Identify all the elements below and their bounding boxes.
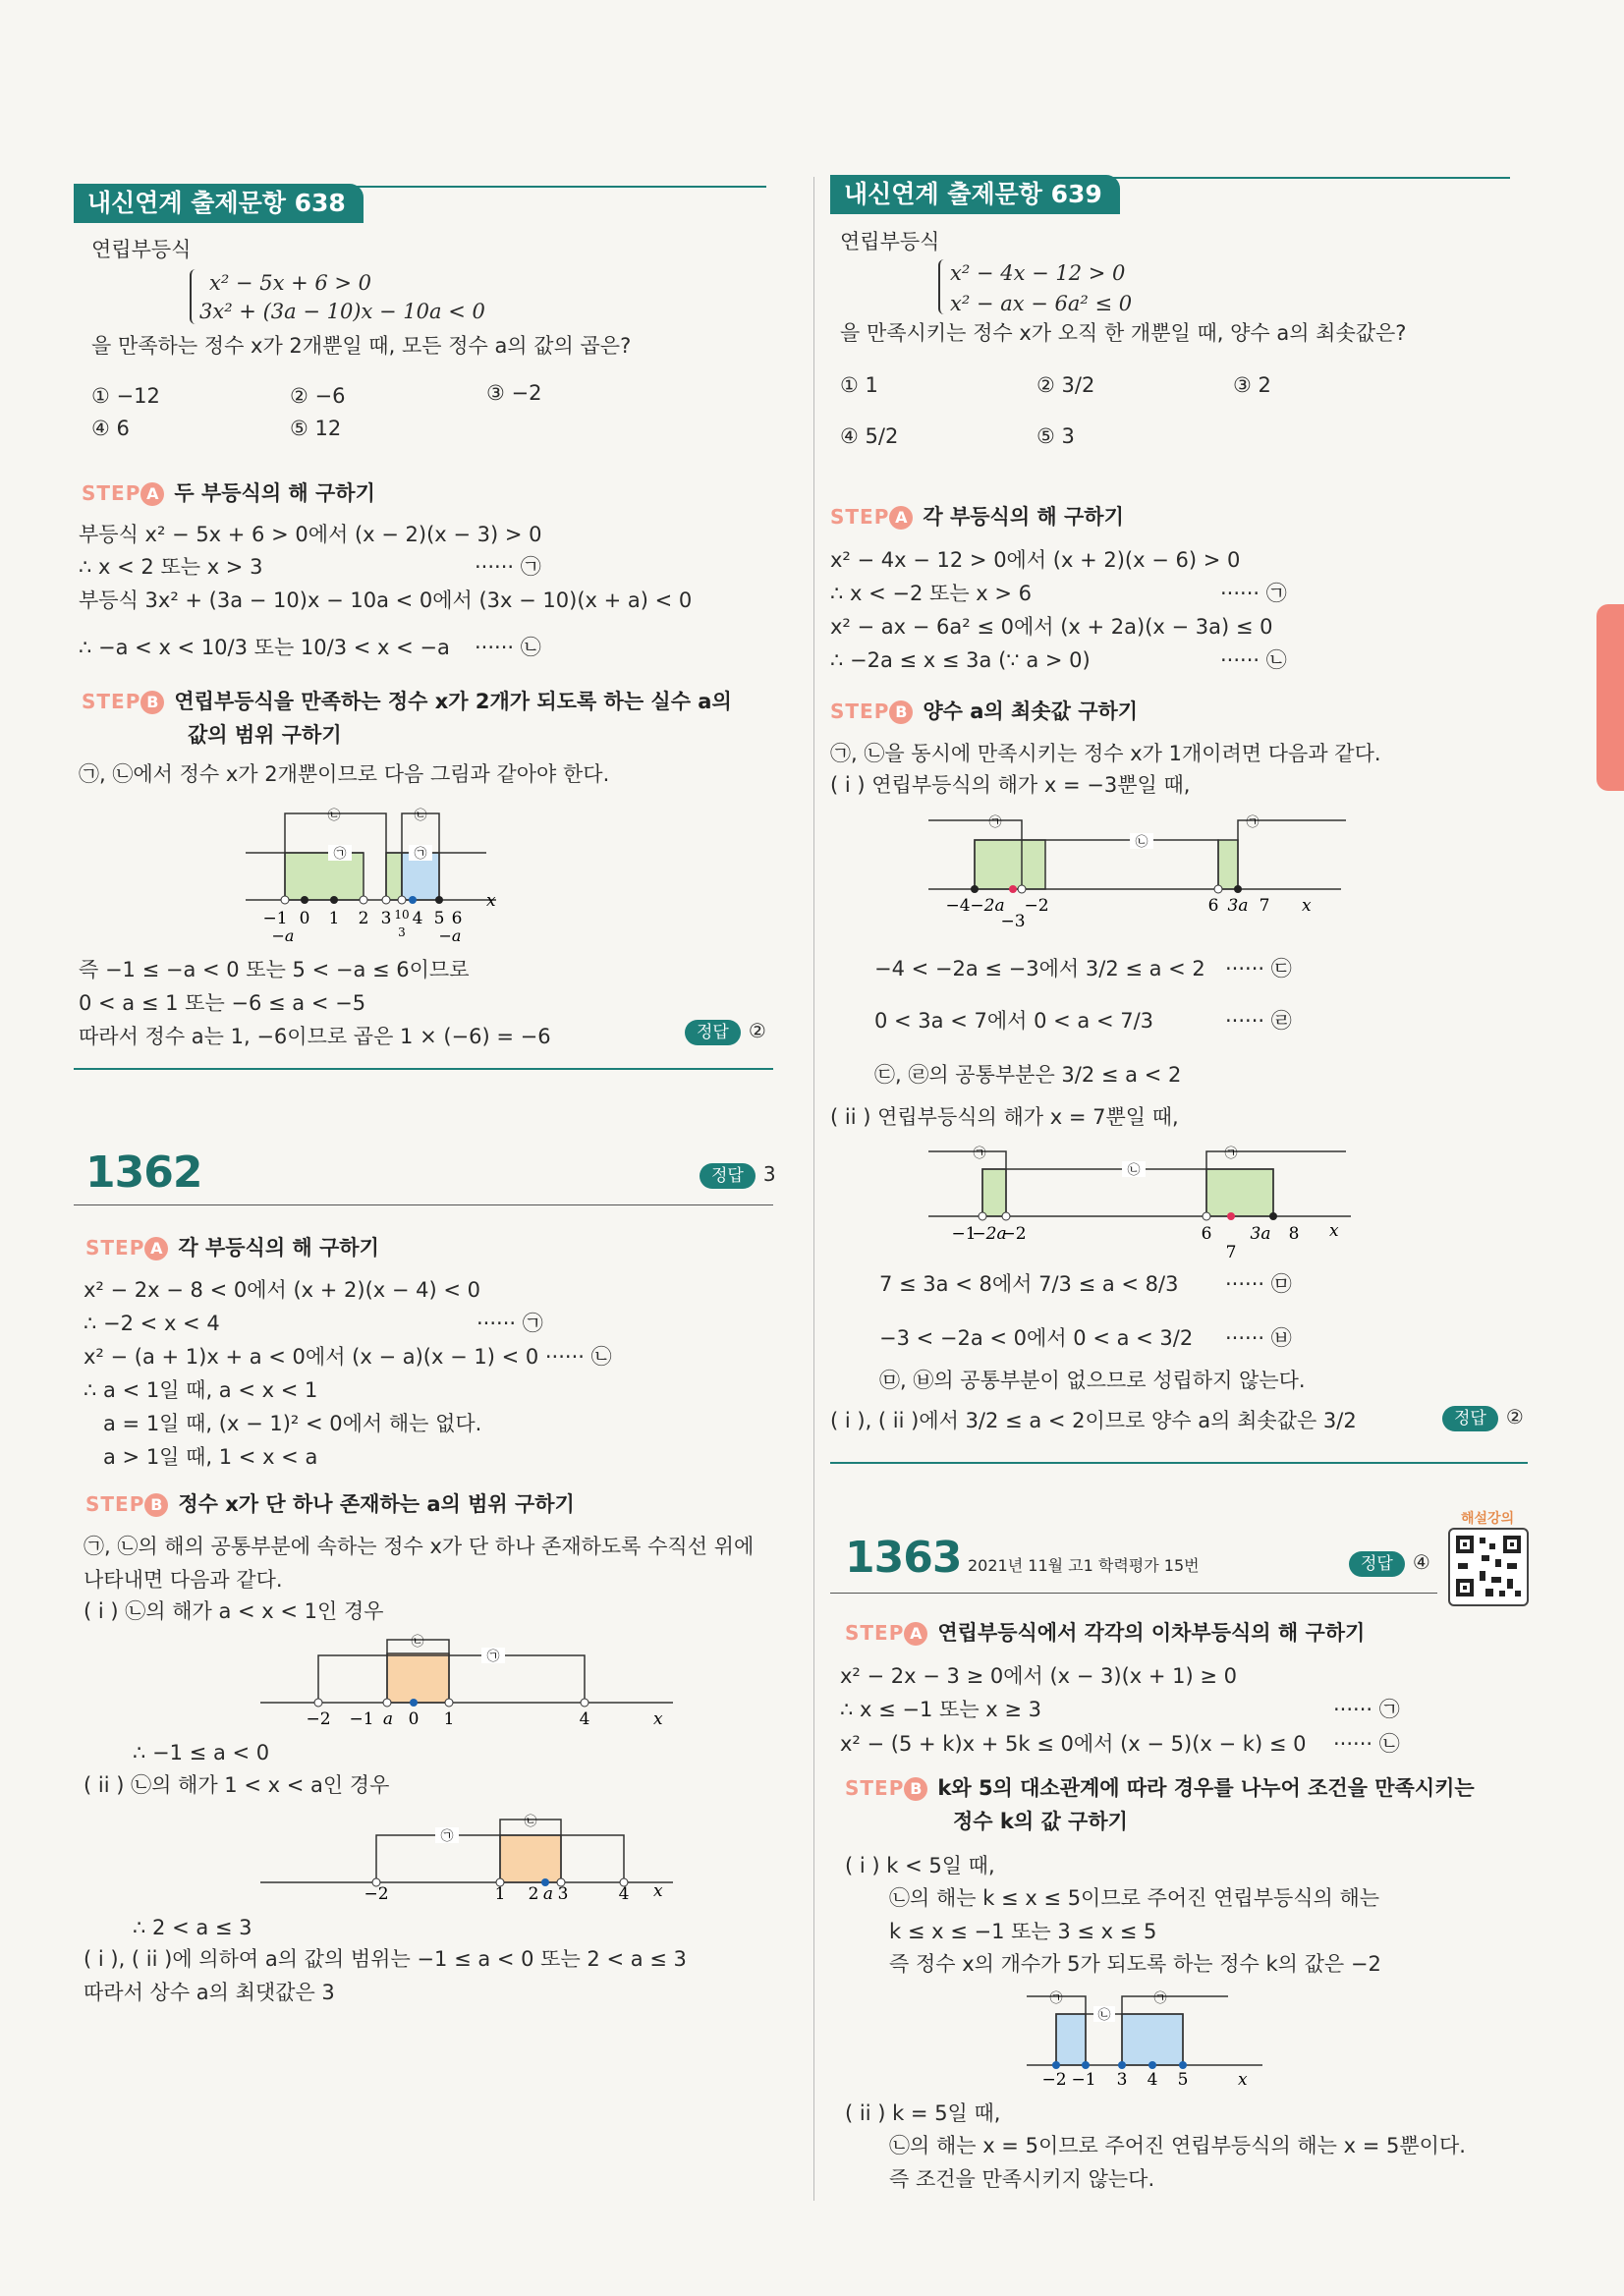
number-line-diagram-639-case1 (928, 801, 1400, 928)
section-divider (830, 1462, 1528, 1464)
case-heading: ( ii ) ㉡의 해가 1 < x < a인 경우 (84, 1773, 390, 1797)
answer-badge: 정답 ④ (1349, 1550, 1430, 1577)
step-b-heading: STEP B 정수 x가 단 하나 존재하는 a의 범위 구하기 (85, 1492, 575, 1516)
point (1052, 2061, 1060, 2069)
circle-label-1: ㉠ (1049, 1991, 1063, 2006)
solution-line: −4 < −2a ≤ −3에서 3/2 ≤ a < 2 (874, 957, 1205, 980)
point (1179, 2061, 1187, 2069)
solution-line: x² − 4x − 12 > 0에서 (x + 2)(x − 6) > 0 (830, 548, 1241, 572)
choice-1[interactable]: ① 1 (840, 373, 878, 397)
range-box-green (1218, 840, 1238, 889)
step-a-heading: STEP A 각 부등식의 해 구하기 (85, 1236, 379, 1260)
open-point (1018, 885, 1026, 893)
column-divider (813, 177, 814, 2201)
tick-label: 6 (451, 909, 463, 928)
point (1227, 1212, 1235, 1220)
equation-tag: ······ ㉠ (1220, 582, 1287, 605)
solution-line: ( i ), ( ii )에서 3/2 ≤ a < 2이므로 양수 a의 최솟값은 3/2 (830, 1409, 1357, 1432)
inequality-1: x² − 4x − 12 > 0 (950, 261, 1126, 285)
number-line-diagram-639-case2 (928, 1138, 1400, 1260)
circle-label-1: ㉠ (1246, 815, 1260, 830)
tick-label: 4 (579, 1709, 590, 1724)
range-box-blue (1122, 2014, 1183, 2065)
circle-label-1: ㉠ (973, 1147, 986, 1161)
solution-line: 즉 조건을 만족시키지 않는다. (889, 2167, 1155, 2191)
range-box-green (982, 1169, 1006, 1216)
tick-label: 10 (394, 908, 410, 922)
solution-line: 부등식 3x² + (3a − 10)x − 10a < 0에서 (3x − 10)(x + a) < 0 (79, 588, 693, 612)
problem-intro: 연립부등식 (91, 238, 192, 261)
solution-line: −3 < −2a < 0에서 0 < a < 3/2 (879, 1326, 1194, 1350)
case-result: ∴ 2 < a ≤ 3 (133, 1916, 252, 1939)
tick-label: 2 (358, 909, 369, 928)
tick-label: 1 (494, 1884, 506, 1901)
step-a-heading: STEP A 두 부등식의 해 구하기 (82, 481, 375, 505)
problem-rule (74, 1204, 773, 1205)
circle-label-1: ㉠ (1153, 1991, 1167, 2006)
solution-line: ∴ −2a ≤ x ≤ 3a (∵ a > 0) (830, 648, 1091, 672)
range-box-orange (387, 1653, 449, 1703)
point (410, 1699, 418, 1707)
step-a-heading: STEP A 각 부등식의 해 구하기 (830, 505, 1124, 529)
point (971, 885, 979, 893)
step-b-heading-cont: 값의 범위 구하기 (188, 723, 342, 747)
solution-line: ∴ −a < x < 10/3 또는 10/3 < x < −a (79, 636, 450, 659)
equation-tag: ······ ㉡ (1333, 1732, 1400, 1756)
open-point (1214, 885, 1222, 893)
tick-label: −2 (1041, 2070, 1067, 2086)
choice-4[interactable]: ④ 5/2 (840, 424, 899, 448)
inequality-1: x² − 5x + 6 > 0 (209, 271, 372, 295)
open-point (398, 896, 406, 904)
circle-label-2: ㉡ (411, 1635, 424, 1650)
tick-label: −2a (970, 896, 1005, 916)
equation-tag: ······ ㉡ (1220, 648, 1287, 672)
equation-tag: ······ ㉡ (475, 636, 541, 659)
equation-tag: ······ ㉤ (1225, 1272, 1292, 1296)
tick-label: 0 (408, 1709, 420, 1724)
solution-line: ∴ a < 1일 때, a < x < 1 (84, 1378, 318, 1402)
solution-line: x² − 2x − 8 < 0에서 (x + 2)(x − 4) < 0 (84, 1278, 480, 1302)
problem-source: 2021년 11월 고1 학력평가 15번 (968, 1556, 1200, 1575)
solution-line: 7 ≤ 3a < 8에서 7/3 ≤ a < 8/3 (879, 1272, 1179, 1296)
problem-rule (830, 1593, 1437, 1594)
open-point (1203, 1212, 1210, 1220)
tick-label: 5 (433, 909, 445, 928)
solution-line: x² − (5 + k)x + 5k ≤ 0에서 (x − 5)(x − k) ≤ 0 (840, 1732, 1307, 1756)
solution-line: ㉡의 해는 x = 5이므로 주어진 연립부등식의 해는 x = 5뿐이다. (889, 2134, 1466, 2157)
problem-number: 1363 (845, 1533, 962, 1583)
open-point (581, 1699, 588, 1707)
tick-label: 2 (528, 1884, 539, 1901)
point (1234, 885, 1242, 893)
tick-label: 8 (1288, 1224, 1300, 1244)
solution-line: 나타내면 다음과 같다. (84, 1568, 283, 1592)
point (435, 896, 443, 904)
problem-question: 을 만족하는 정수 x가 2개뿐일 때, 모든 정수 a의 값의 곱은? (91, 334, 632, 358)
tick-label: 3 (380, 909, 392, 928)
open-point (314, 1699, 322, 1707)
tick-label: 3a (1250, 1224, 1271, 1244)
circle-label-1: ㉠ (414, 847, 427, 862)
circle-label-2: ㉡ (327, 809, 341, 823)
circle-label-1: ㉠ (486, 1650, 500, 1664)
problem-intro: 연립부등식 (840, 230, 940, 253)
solution-line: 따라서 정수 a는 1, −6이므로 곱은 1 × (−6) = −6 (79, 1025, 551, 1048)
equation-tag: ······ ㉥ (1225, 1326, 1292, 1350)
circle-label-2: ㉡ (524, 1815, 537, 1829)
answer-badge: 정답 ② (685, 1019, 766, 1045)
step-b-heading: STEP B 양수 a의 최솟값 구하기 (830, 700, 1139, 723)
number-line-diagram-1362-case2 (260, 1798, 693, 1901)
range-box-blue (1056, 2014, 1086, 2065)
tick-label: 4 (412, 909, 423, 928)
choice-4[interactable]: ④ 6 (91, 417, 130, 440)
tick-label: 4 (1147, 2070, 1158, 2086)
solution-line: 부등식 x² − 5x + 6 > 0에서 (x − 2)(x − 3) > 0 (79, 523, 542, 546)
solution-line: 따라서 상수 a의 최댓값은 3 (84, 1981, 335, 2004)
axis-variable: x (1302, 896, 1312, 916)
choice-1[interactable]: ① −12 (91, 384, 160, 408)
open-point (1002, 1212, 1010, 1220)
badge-rule (830, 177, 1510, 179)
step-b-heading-cont: 정수 k의 값 구하기 (953, 1810, 1128, 1833)
axis-variable: x (653, 1709, 663, 1724)
solution-line: ( i ) ㉡의 해가 a < x < 1인 경우 (84, 1599, 384, 1623)
open-point (382, 896, 390, 904)
tick-label: 3a (1227, 896, 1249, 916)
range-box-orange (500, 1835, 561, 1882)
open-point (383, 1699, 391, 1707)
solution-line: x² − 2x − 3 ≥ 0에서 (x − 3)(x + 1) ≥ 0 (840, 1664, 1237, 1688)
equation-tag: ······ ㉠ (476, 1312, 543, 1335)
tick-label: −2a (972, 1224, 1007, 1244)
range-line-2 (1238, 820, 1346, 889)
point (1009, 885, 1017, 893)
tick-label: −1 (951, 1224, 977, 1244)
solution-line: a > 1일 때, 1 < x < a (103, 1445, 318, 1469)
tick-label: 6 (1201, 1224, 1212, 1244)
solution-line: 0 < a ≤ 1 또는 −6 ≤ a < −5 (79, 991, 366, 1015)
tick-label: 4 (618, 1884, 630, 1901)
tick-label: 0 (299, 909, 310, 928)
solution-line: ㉠, ㉡을 동시에 만족시키는 정수 x가 1개이려면 다음과 같다. (830, 742, 1381, 765)
number-line-diagram-638 (246, 796, 698, 943)
solution-line: 즉 정수 x의 개수가 5가 되도록 하는 정수 k의 값은 −2 (889, 1952, 1381, 1976)
problem-639-badge: 내신연계 출제문항 639 (830, 175, 1120, 214)
inequality-2: x² − ax − 6a² ≤ 0 (950, 292, 1133, 315)
tick-label: a (542, 1884, 554, 1901)
equation-tag: ······ ㉢ (1225, 957, 1292, 980)
lecture-label: 해설강의 (1461, 1511, 1515, 1527)
point (1118, 2061, 1126, 2069)
tick-label: −1 (1071, 2070, 1096, 2086)
range-line-1 (318, 1655, 585, 1703)
circle-label-1: ㉠ (440, 1829, 454, 1844)
circle-label-1: ㉠ (1224, 1147, 1238, 1161)
step-b-heading: STEP B k와 5의 대소관계에 따라 경우를 나누어 조건을 만족시키는 (845, 1776, 1475, 1800)
tick-label: −2 (306, 1709, 331, 1724)
case-heading: ( i ) 연립부등식의 해가 x = −3뿐일 때, (830, 773, 1191, 797)
choice-3[interactable]: ③ 2 (1233, 373, 1271, 397)
solution-line: a = 1일 때, (x − 1)² < 0에서 해는 없다. (103, 1412, 482, 1435)
circle-label-2: ㉡ (1097, 2008, 1111, 2023)
circle-label-1: ㉠ (988, 815, 1002, 830)
number-line-diagram-1362-case1 (260, 1626, 693, 1724)
circle-label-2: ㉡ (1135, 835, 1148, 850)
axis-variable: x (1238, 2070, 1248, 2086)
tick-label: 5 (1177, 2070, 1189, 2086)
solution-line: ㉠, ㉡의 해의 공통부분에 속하는 정수 x가 단 하나 존재하도록 수직선 위에 (84, 1535, 755, 1558)
point (301, 896, 308, 904)
tick-label: −2 (1001, 1224, 1027, 1244)
choice-2[interactable]: ② −6 (290, 384, 346, 408)
point (330, 896, 338, 904)
choice-5[interactable]: ⑤ 3 (1036, 424, 1075, 448)
circle-label-1: ㉠ (333, 847, 347, 862)
case-heading: ( ii ) k = 5일 때, (845, 2101, 1001, 2125)
number-line-diagram-1363 (1027, 1983, 1341, 2086)
case-result: ∴ −1 ≤ a < 0 (133, 1741, 270, 1764)
tick-label: 7 (1259, 896, 1270, 916)
solution-line: ( i ), ( ii )에 의하여 a의 값의 범위는 −1 ≤ a < 0 또는 2 < a ≤ 3 (84, 1947, 687, 1971)
range-box-green (1206, 1169, 1273, 1216)
solution-line: ∴ x < 2 또는 x > 3 (79, 555, 263, 579)
tick-label: 7 (1225, 1243, 1237, 1260)
tick-label: −2 (364, 1884, 389, 1901)
tick-label: −a (271, 926, 295, 943)
tick-label: 1 (443, 1709, 455, 1724)
equation-tag: ······ ㉣ (1225, 1009, 1292, 1033)
equation-tag: ······ ㉠ (1333, 1698, 1400, 1721)
open-point (281, 896, 289, 904)
tick-label: −1 (262, 909, 288, 928)
axis-variable: x (1329, 1221, 1339, 1241)
point (1269, 1212, 1277, 1220)
solution-line: x² − (a + 1)x + a < 0에서 (x − a)(x − 1) < 0 ······ ㉡ (84, 1345, 612, 1369)
open-point (360, 896, 367, 904)
choice-3[interactable]: ③ −2 (486, 381, 542, 405)
problem-638-badge: 내신연계 출제문항 638 (74, 184, 364, 223)
point (1148, 2061, 1156, 2069)
tick-label: 3 (557, 1884, 569, 1901)
qr-code[interactable] (1448, 1528, 1529, 1606)
step-b-heading: STEP B 연립부등식을 만족하는 정수 x가 2개가 되도록 하는 실수 a의 (82, 690, 732, 713)
open-point (979, 1212, 986, 1220)
point (409, 896, 417, 904)
point (1082, 2061, 1090, 2069)
tick-label: 3 (1116, 2070, 1128, 2086)
solution-line: ∴ x < −2 또는 x > 6 (830, 582, 1033, 605)
solution-line: ∴ x ≤ −1 또는 x ≥ 3 (840, 1698, 1042, 1721)
solution-line: ㉢, ㉣의 공통부분은 3/2 ≤ a < 2 (874, 1063, 1182, 1087)
tick-label: 6 (1207, 896, 1219, 916)
case-heading: ( i ) k < 5일 때, (845, 1854, 995, 1877)
axis-variable: x (653, 1881, 663, 1901)
inequality-2: 3x² + (3a − 10)x − 10a < 0 (199, 300, 485, 323)
problem-number: 1362 (85, 1148, 202, 1198)
chapter-side-tab (1596, 604, 1624, 791)
solution-line: ㉠, ㉡에서 정수 x가 2개뿐이므로 다음 그림과 같아야 한다. (79, 762, 610, 786)
solution-line: x² − ax − 6a² ≤ 0에서 (x + 2a)(x − 3a) ≤ 0 (830, 615, 1273, 639)
circle-label-2: ㉡ (1127, 1163, 1141, 1178)
choice-2[interactable]: ② 3/2 (1036, 373, 1095, 397)
solution-line: ∴ −2 < x < 4 (84, 1312, 220, 1335)
tick-label: −1 (349, 1709, 374, 1724)
system-brace (190, 269, 196, 324)
range-box-green (975, 840, 1045, 889)
solution-line: ㉤, ㉥의 공통부분이 없으므로 성립하지 않는다. (879, 1369, 1306, 1392)
choice-5[interactable]: ⑤ 12 (290, 417, 342, 440)
tick-label: −3 (1000, 912, 1026, 928)
range-box-green (386, 853, 402, 900)
section-divider (74, 1068, 773, 1070)
circle-label-2: ㉡ (414, 809, 427, 823)
solution-line: ㉡의 해는 k ≤ x ≤ 5이므로 주어진 연립부등식의 해는 (889, 1886, 1380, 1910)
step-a-heading: STEP A 연립부등식에서 각각의 이차부등식의 해 구하기 (845, 1621, 1366, 1645)
tick-label: a (382, 1709, 394, 1724)
tick-label: 3 (398, 925, 406, 939)
qr-code-icon (1450, 1530, 1527, 1604)
case-heading: ( ii ) 연립부등식의 해가 x = 7뿐일 때, (830, 1105, 1179, 1129)
solution-line: k ≤ x ≤ −1 또는 3 ≤ x ≤ 5 (889, 1920, 1157, 1943)
tick-label: 1 (328, 909, 340, 928)
tick-label: −2 (1024, 896, 1049, 916)
tick-label: −4 (945, 896, 971, 916)
answer-badge: 정답 3 (700, 1162, 776, 1189)
problem-question: 을 만족시키는 정수 x가 오직 한 개뿐일 때, 양수 a의 최솟값은? (840, 321, 1407, 345)
solution-line: 0 < 3a < 7에서 0 < a < 7/3 (874, 1009, 1154, 1033)
axis-variable: x (486, 891, 496, 911)
system-brace (938, 259, 944, 314)
solution-line: 즉 −1 ≤ −a < 0 또는 5 < −a ≤ 6이므로 (79, 958, 470, 981)
answer-badge: 정답 ② (1442, 1405, 1524, 1431)
open-point (445, 1699, 453, 1707)
equation-tag: ······ ㉠ (475, 555, 541, 579)
badge-rule (74, 186, 766, 188)
tick-label: −a (438, 926, 462, 943)
